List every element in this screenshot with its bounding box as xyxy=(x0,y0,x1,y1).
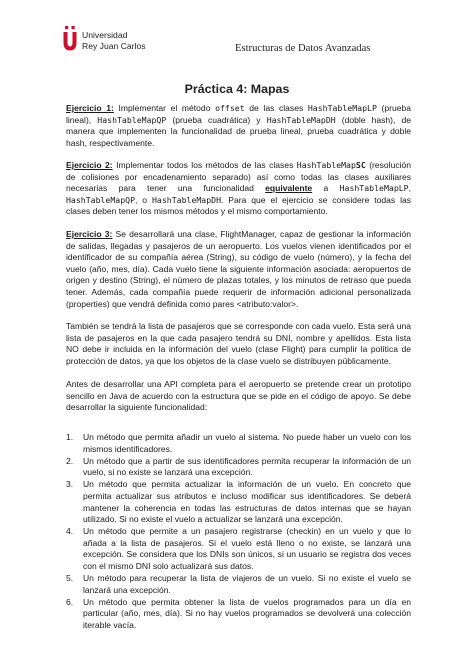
exercise-2-paragraph xyxy=(66,160,411,218)
list-item xyxy=(66,573,411,596)
exercise-3-text: Se desarrollará una clase, FlightManager, capaz de gestionar la información de salidas, llegadas y pasajeros de un aeropuerto. Los vuelos vienen identificados por el identificador de su compañía aérea (String), su código de vuelo (número), y la fecha del vuelo (año, mes, día). Cada vuelo tiene la siguiente información asociada: aeropuertos de origen y destino (String), el número de plazas totales, y los minutos de retraso que pueda tener. Además, cada compañía puede requerir de información adicional personalizada (properties) que vendrá definida como pares <atributo:valor>. xyxy=(66,229,411,309)
course-title: Estructuras de Datos Avanzadas xyxy=(235,43,371,54)
list-item-text: Un método que permita añadir un vuelo al sistema. No puede haber un vuelo con los mismos identificadores. xyxy=(83,432,411,454)
university-name-line2: Rey Juan Carlos xyxy=(82,40,146,51)
code-class-sc-suffix: SC xyxy=(355,160,366,170)
api-intro-paragraph: Antes de desarrollar una API completa para el aeropuerto se pretende crear un prototipo sencillo en Java de acuerdo con la estructura que se pide en el código de apoyo. Se debe desarrollar la siguiente funcionalidad: xyxy=(66,379,411,413)
university-name-line1: Universidad xyxy=(82,30,128,40)
list-item-number: 4. xyxy=(66,526,74,537)
exercise-1-paragraph xyxy=(66,103,411,149)
exercise-2-text: . Para que el ejercicio se considere todas las clases deben tener los mismos métodos y el mismo comportamiento. xyxy=(66,194,411,217)
exercise-1-text: de las clases xyxy=(244,103,308,113)
list-item-number: 3. xyxy=(66,479,74,490)
list-item xyxy=(66,597,411,632)
code-class-lp: HashTableMapLP xyxy=(339,183,409,194)
page-title: Práctica 4: Mapas xyxy=(184,82,290,96)
list-item xyxy=(66,456,411,479)
list-item-text: Un método que a partir de sus identificadores permita recuperar la información de un vuelo, si no existe se lanzará una excepción. xyxy=(83,455,411,478)
emphasis-equivalente: equivalente xyxy=(265,183,313,194)
functionality-list xyxy=(66,432,411,632)
list-item-text: Un método para recuperar la lista de viajeros de un vuelo. Si no existe el vuelo se lanzará una excepción. xyxy=(83,573,411,595)
list-item-text: Un método que permita actualizar la información de un vuelo. En concreto que permita actualizar sus atributos e incluso modificar sus identificadores. Se deberá mantener la coherencia en todas las estructuras de datos internas que se hayan utilizado. Si no existe el vuelo a actualizar se lanzará una excepción. xyxy=(83,479,411,525)
list-item-text: Un método que permite a un pasajero registrarse (checkin) en un vuelo y que lo añada a la lista de pasajeros. Si el vuelo está lleno o no existe, se lanzará una excepción. Se considera que los DNIs son únicos, si un usuario se registra dos veces con el mismo DNI solo actualizará sus datos. xyxy=(83,526,411,572)
list-item-number: 2. xyxy=(66,455,74,466)
list-item-text: Un método que permita obtener la lista de vuelos programados para un día en particular (año, mes, día). Si no hay vuelos programados se devolverá una colección iterable vacía. xyxy=(83,596,411,630)
passenger-list-paragraph: También se tendrá la lista de pasajeros que se corresponde con cada vuelo. Esta será una lista de pasajeros en la que cada pasajero tendrá su DNI, nombre y apellidos. Esta lista NO debe ir incluida en la información del vuelo (clase Flight) para cumplir la política de protección de datos, ya que los objetos de la clase vuelo se distribuyen públicamente. xyxy=(66,321,411,366)
list-item xyxy=(66,432,411,455)
list-item-number: 6. xyxy=(66,596,74,607)
code-class-dh: HashTableMapDH xyxy=(152,194,222,205)
list-item-number: 5. xyxy=(66,573,74,584)
list-item xyxy=(66,526,411,572)
code-class-sc: HashTableMap xyxy=(296,160,356,170)
university-logo xyxy=(62,26,172,66)
code-offset: offset xyxy=(215,103,245,113)
exercise-3-paragraph xyxy=(66,229,411,310)
urjc-logo-icon xyxy=(62,26,78,52)
exercise-1-label: Ejercicio 1: xyxy=(66,103,114,113)
code-class-dh: HashTableMapDH xyxy=(266,114,336,125)
exercise-3-label: Ejercicio 3: xyxy=(66,229,113,239)
list-item xyxy=(66,479,411,525)
code-class-qp: HashTableMapQP xyxy=(97,114,167,125)
code-class-lp: HashTableMapLP xyxy=(307,103,377,113)
exercise-1-text: (doble hash), de manera que implementen la funcionalidad de prueba lineal, prueba cuadrática y doble hash, respectivamente. xyxy=(66,114,411,148)
exercise-1-text: (prueba lineal), xyxy=(66,103,411,125)
exercise-2-text: , xyxy=(408,183,411,194)
exercise-2-text: (resolución de colisiones por encadenamiento separado) así como todas las clases auxiliares necesarias para tener una funcionalidad xyxy=(66,160,412,194)
exercise-2-text: Implementar todos los métodos de las clases xyxy=(112,160,297,170)
code-class-qp: HashTableMapQP xyxy=(66,194,136,205)
exercise-2-text: , o xyxy=(135,194,152,205)
exercise-1-text: Implementar el método xyxy=(113,103,216,113)
list-item-number: 1. xyxy=(66,432,74,442)
exercise-2-text: a xyxy=(312,183,340,194)
exercise-1-text: (prueba cuadrática) y xyxy=(166,114,267,125)
exercise-2-label: Ejercicio 2: xyxy=(66,160,113,170)
